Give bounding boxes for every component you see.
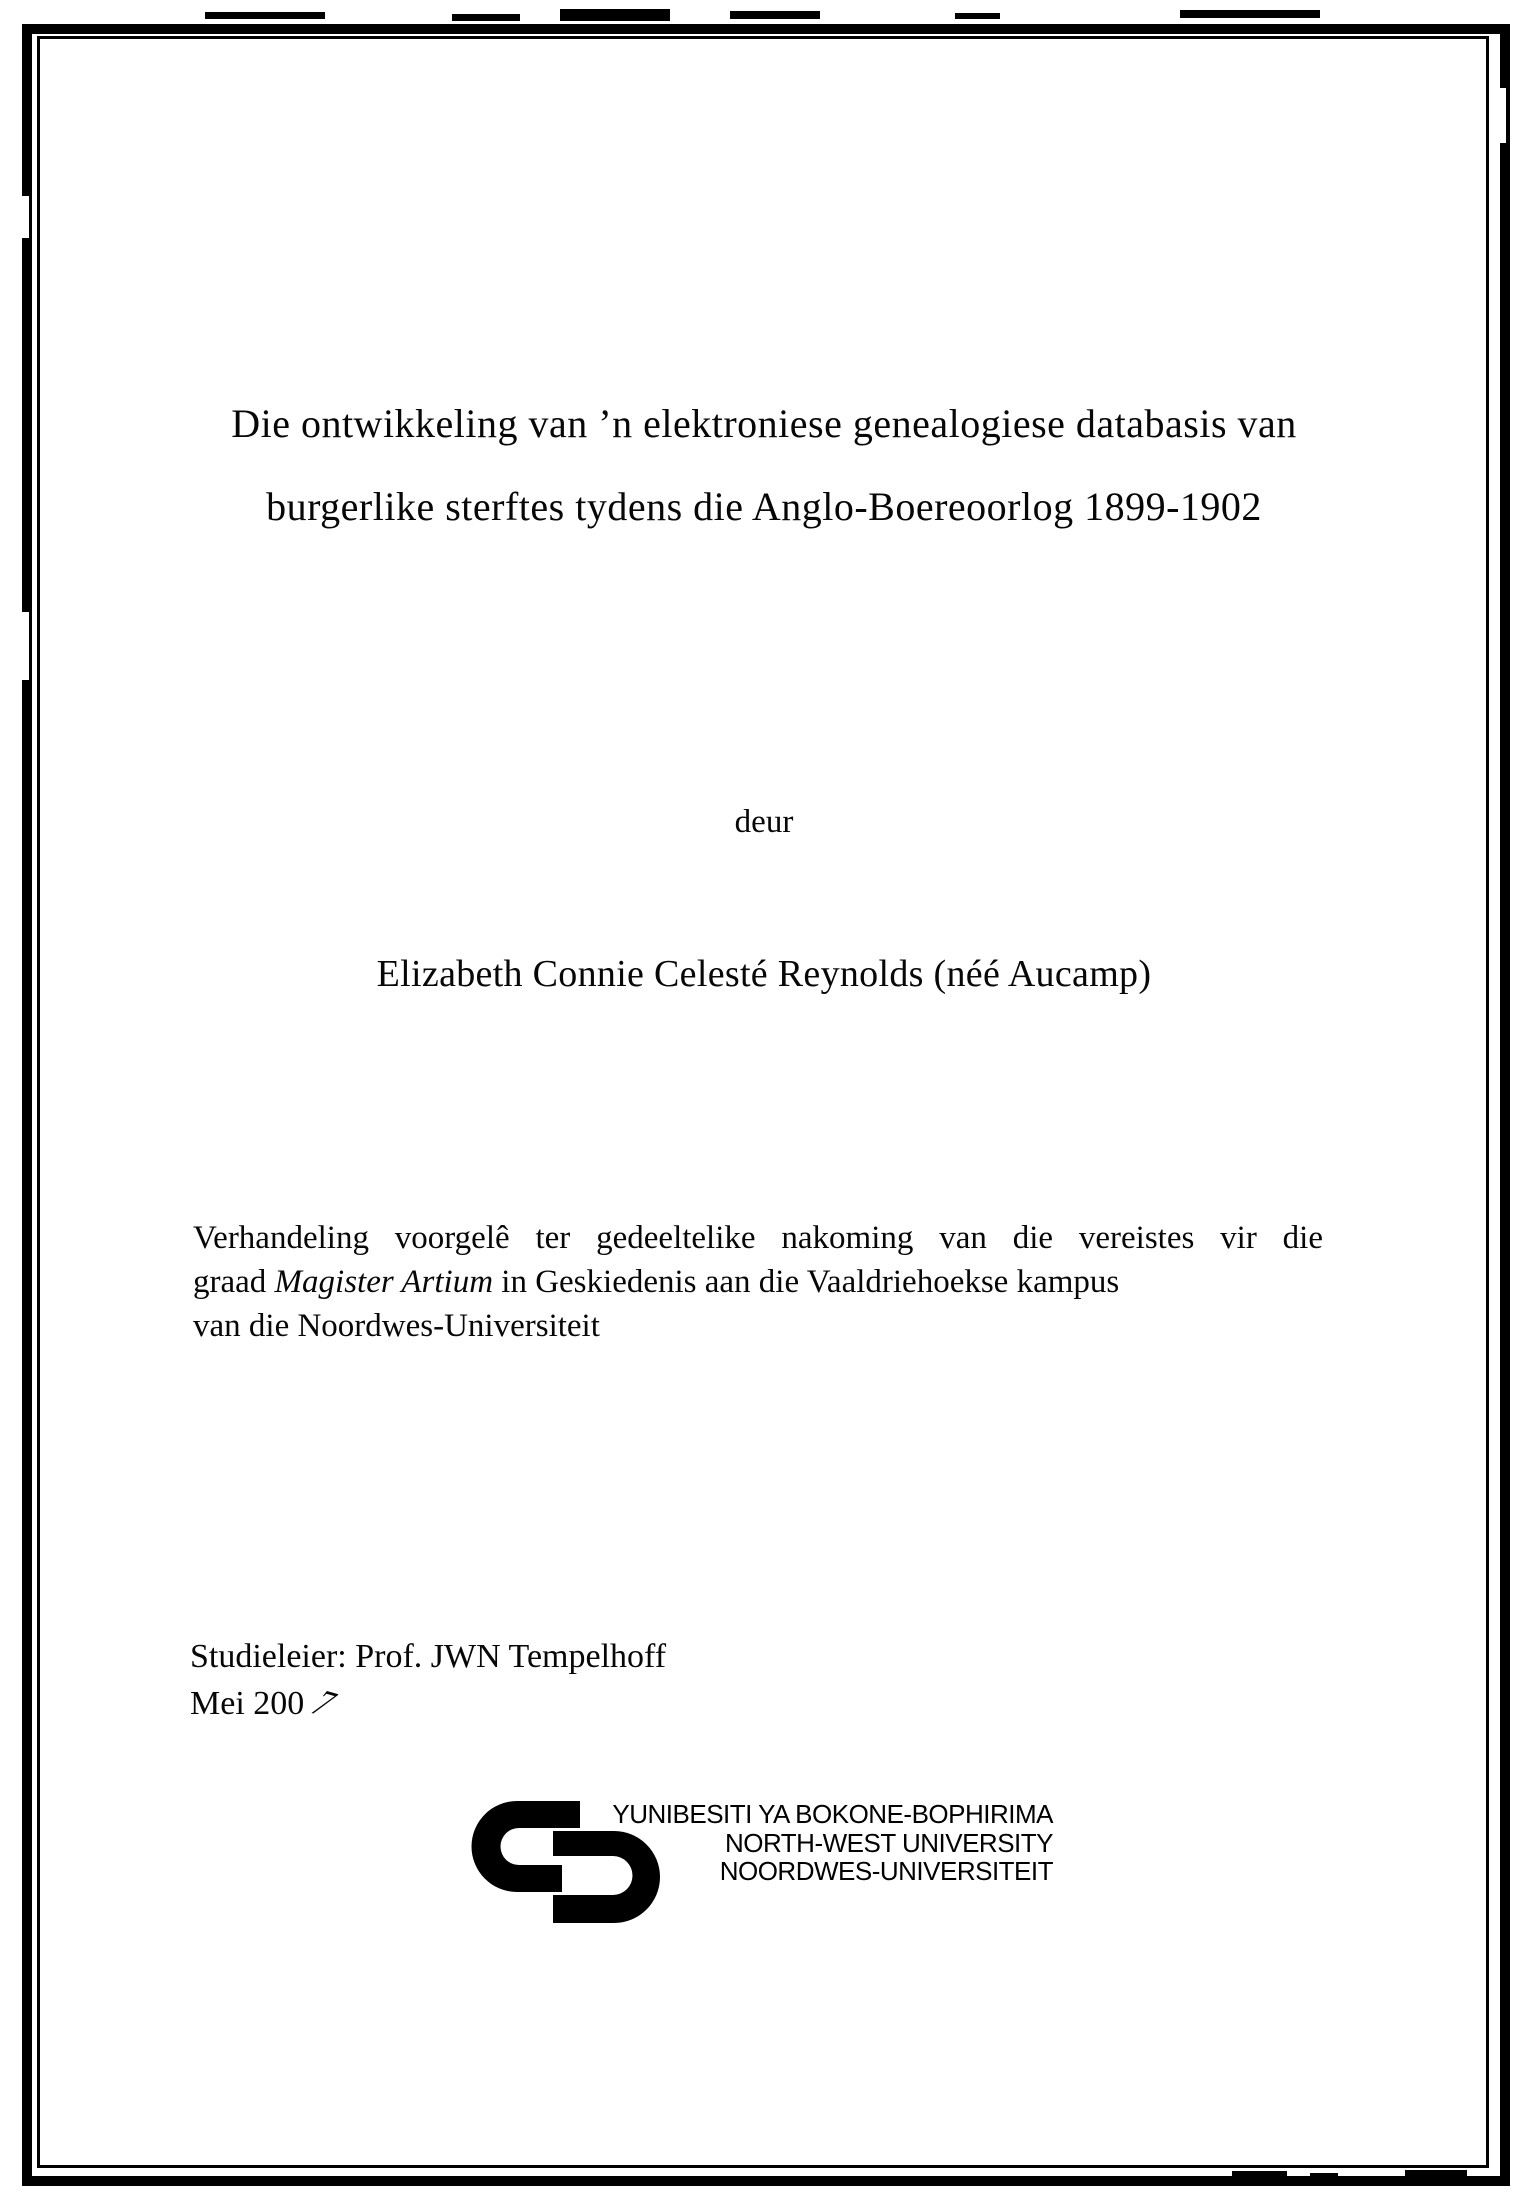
statement-line-3: van die Noordwes-Universiteit [193,1308,600,1344]
university-name-setswana: YUNIBESITI YA BOKONE-BOPHIRIMA [612,1799,1053,1829]
scan-artifact [1232,2171,1287,2177]
supervisor-line: Studieleier: Prof. JWN Tempelhoff [190,1638,667,1675]
university-name-english: NORTH-WEST UNIVERSITY [724,1827,1053,1858]
scan-artifact [1498,88,1506,143]
statement-line-2 [193,1260,1323,1304]
scan-artifact [20,196,29,238]
thesis-statement [193,1216,1323,1348]
statement-line-2-prefix: graad [193,1264,275,1300]
degree-name-italic: Magister Artium [274,1264,494,1300]
supervisor-block [190,1633,666,1727]
thesis-title [186,382,1342,548]
university-name-afrikaans: NOORDWES-UNIVERSITEIT [719,1856,1053,1887]
date-distorted-digit: 7 [302,1683,345,1724]
statement-line-2-suffix: in Geskiedenis aan die Vaaldriehoekse kampus [493,1264,1120,1300]
university-logo [468,1798,1068,1938]
scan-artifact [452,14,520,21]
scan-artifact [1310,2173,1338,2178]
thesis-title-line-1: Die ontwikkeling van ’n elektroniese genealogiese databasis van [231,401,1297,446]
university-wordmark [520,1800,1053,1886]
scan-artifact [730,11,820,19]
scan-artifact [955,13,1000,19]
scan-artifact [1405,2170,1467,2176]
scan-artifact [205,12,325,19]
author-name: Elizabeth Connie Celesté Reynolds (néé Aucamp) [376,953,1152,995]
scan-artifact [560,9,670,21]
byline-deur: deur [734,804,794,840]
scan-artifact [20,612,29,680]
date-text: Mei 200 [190,1685,305,1722]
thesis-title-line-2: burgerlike sterftes tydens die Anglo-Boereoorlog 1899-1902 [266,484,1262,529]
statement-line-1: Verhandeling voorgelê ter gedeeltelike nakoming van die vereistes vir die [193,1220,1323,1256]
scan-artifact [1180,10,1320,18]
date-line [190,1680,666,1727]
